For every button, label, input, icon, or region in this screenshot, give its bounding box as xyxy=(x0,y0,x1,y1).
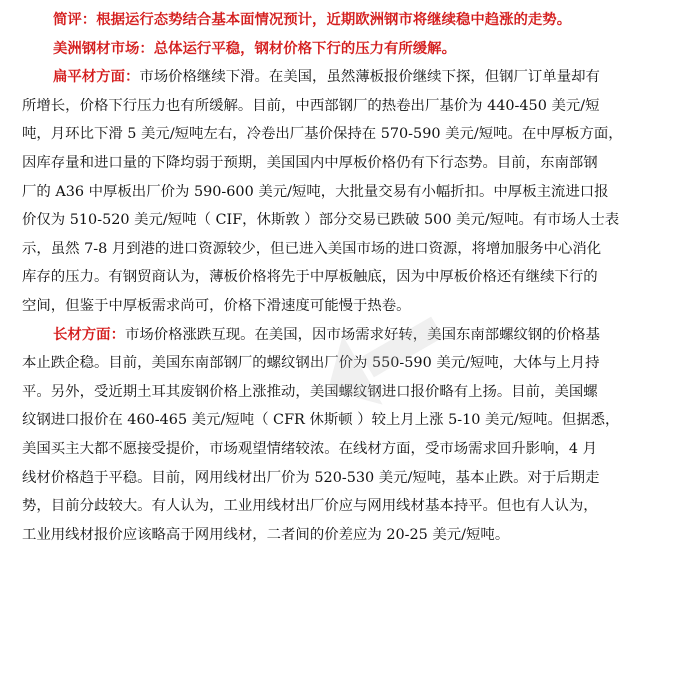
long-heading: 长材方面： xyxy=(53,325,125,343)
long-line-7: 工业用线材报价应该略高于网用线材，二者间的价差应为 20-25 美元/短吨。 xyxy=(22,526,510,543)
summary-line xyxy=(22,6,690,35)
summary-text: 根据运行态势结合基本面情况预计，近期欧洲钢市将继续稳中趋涨的走势。 xyxy=(96,11,572,28)
market-line xyxy=(22,35,690,64)
flat-line-8: 空间，但鉴于中厚板需求尚可，价格下滑速度可能慢于热卷。 xyxy=(22,297,411,314)
flat-steel-paragraph xyxy=(22,63,690,320)
flat-line-5: 价仅为 510-520 美元/短吨（ CIF，休斯敦 ）部分交易已跌破 500 美元/短吨。有市场人士表 xyxy=(22,212,620,229)
flat-line-6: 示，虽然 7-8 月到港的进口资源较少，但已进入美国市场的进口资源，将增加服务中心消化 xyxy=(22,240,602,257)
long-line-2: 平。另外，受近期土耳其废钢价格上涨推动，美国螺纹钢进口报价略有上扬。目前，美国螺 xyxy=(22,383,598,400)
market-label: 美洲钢材市场： xyxy=(53,39,154,57)
flat-line-3: 因库存量和进口量的下降均弱于预期，美国国内中厚板价格仍有下行态势。目前，东南部钢 xyxy=(22,154,598,171)
long-line-0: 长材方面：市场价格涨跌互现。在美国，因市场需求好转，美国东南部螺纹钢的价格基 xyxy=(53,325,600,343)
flat-line-1: 所增长，价格下行压力也有所缓解。目前，中西部钢厂的热卷出厂基价为 440-450 美元/短 xyxy=(22,97,600,114)
long-line-3: 纹钢进口报价在 460-465 美元/短吨（ CFR 休斯顿 ）较上月上涨 5-10 美元/短吨。但据悉， xyxy=(22,412,620,429)
long-steel-paragraph xyxy=(22,321,690,550)
flat-line-0: 扁平材方面：市场价格继续下滑。在美国，虽然薄板报价继续下探，但钢厂订单量却有 xyxy=(53,68,600,86)
flat-line-4: 厂的 A36 中厚板出厂价为 590-600 美元/短吨，大批量交易有小幅折扣。中厚板主流进口报 xyxy=(22,183,609,200)
flat-heading: 扁平材方面： xyxy=(53,68,140,86)
flat-line-7: 库存的压力。有钢贸商认为，薄板价格将先于中厚板触底，因为中厚板价格还有继续下行的 xyxy=(22,269,598,286)
long-line-1: 本止跌企稳。目前，美国东南部钢厂的螺纹钢出厂价为 550-590 美元/短吨，大体与上月持 xyxy=(22,355,600,372)
summary-label: 简评： xyxy=(53,11,97,28)
long-line-6: 势，目前分歧较大。有人认为，工业用线材出厂价应与网用线材基本持平。但也有人认为， xyxy=(22,498,598,515)
long-line-5: 线材价格趋于平稳。目前，网用线材出厂价为 520-530 美元/短吨，基本止跌。对于后期走 xyxy=(22,469,600,486)
market-text: 总体运行平稳，钢材价格下行的压力有所缓解。 xyxy=(153,39,456,57)
long-line-4: 美国买主大都不愿接受提价，市场观望情绪较浓。在线材方面，受市场需求回升影响，4 月 xyxy=(22,440,597,457)
flat-line-2: 吨，月环比下滑 5 美元/短吨左右，冷卷出厂基价保持在 570-590 美元/短吨。在中厚板方面， xyxy=(22,126,623,143)
